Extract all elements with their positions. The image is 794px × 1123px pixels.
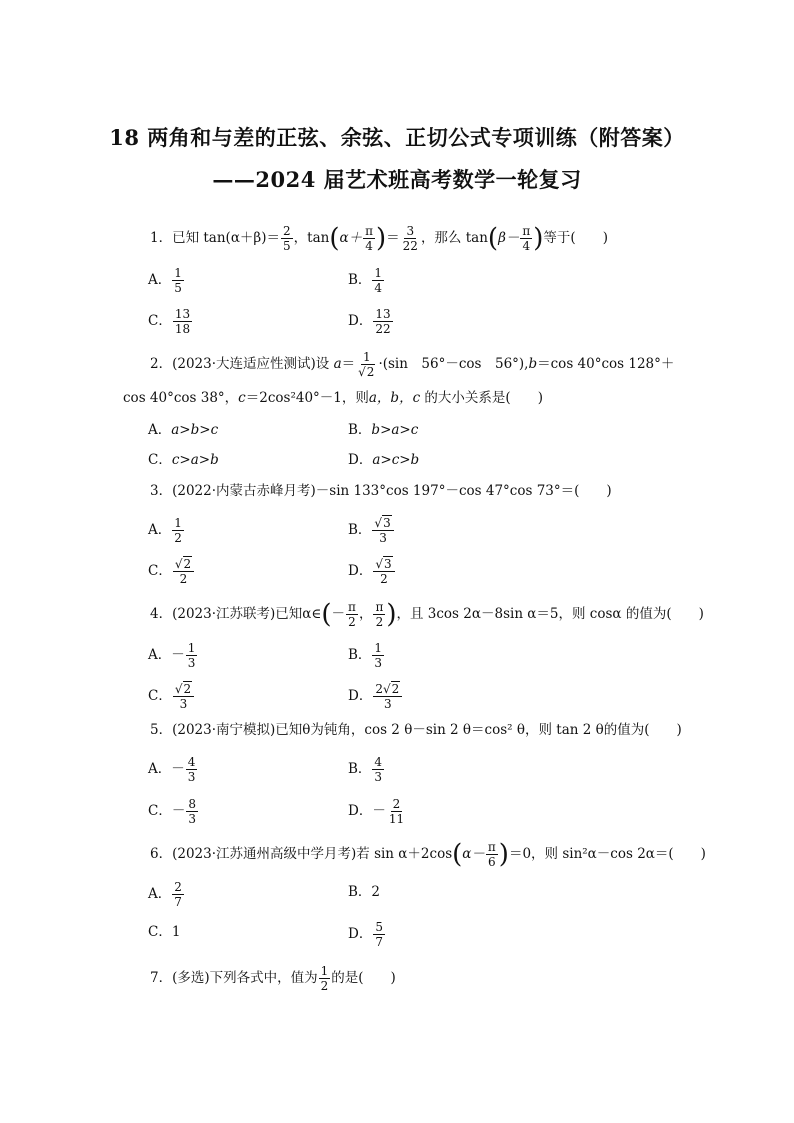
question-4-option-b: B． $\frac{1}{3}$ [348,641,383,670]
question-2-option-a: A．a>b>c [148,422,219,438]
question-3-option-d: D． $\frac{√3}{2}$ [348,557,396,586]
question-1-option-d: D． $\frac{13}{22}$ [348,307,391,336]
question-5-stem: 5．(2023·南宁模拟)已知θ为钝角，cos 2 θ－sin 2 θ＝cos² θ，则 tan 2 θ的值为( ) [150,722,682,738]
question-4-option-d: D． $\frac{2√2}{3}$ [348,682,403,711]
question-3-option-c: C． $\frac{√2}{2}$ [148,557,195,586]
question-1-stem: 1．已知 tan(α＋β)＝ $\frac{2}{5}$ ，tan(α＋ $\frac{\pi}{4}$ )＝ $\frac{3}{22}$ ，那么 tan(β－ $\frac{\pi}{4}$ )等于( ) [150,223,608,254]
question-7-stem: 7．(多选)下列各式中，值为 $\frac{1}{2}$ 的是( ) [150,964,396,993]
question-6-stem: 6．(2023·江苏通州高级中学月考)若 sin α＋2cos(α－ $\frac{\pi}{6}$ )＝0，则 sin²α－cos 2α＝( ) [150,839,706,870]
question-1-option-c: C． $\frac{13}{18}$ [148,307,191,336]
question-1-option-b: B． $\frac{1}{4}$ [348,266,383,295]
fraction: $\frac{2}{5}$ [283,224,291,253]
question-6-option-b: B．2 [348,884,381,900]
document-title: 18 两角和与差的正弦、余弦、正切公式专项训练（附答案） [109,125,685,150]
document-subtitle: ——2024 届艺术班高考数学一轮复习 [212,167,582,192]
question-2-option-d: D．a>c>b [348,452,420,468]
question-2-option-c: C．c>a>b [148,452,219,468]
question-3-option-a: A． $\frac{1}{2}$ [148,516,182,545]
question-5-option-a: A．－ $\frac{4}{3}$ [148,755,196,784]
question-6-option-a: A． $\frac{2}{7}$ [148,880,182,909]
question-6-option-d: D． $\frac{5}{7}$ [348,920,383,949]
question-5-option-b: B． $\frac{4}{3}$ [348,755,383,784]
question-1-option-a: A． $\frac{1}{5}$ [148,266,182,295]
question-2-stem-line2: cos 40°cos 38°，c＝2cos²40°－1，则a，b，c 的大小关系是( ) [123,390,543,406]
question-5-option-c: C．－ $\frac{8}{3}$ [148,797,196,826]
question-4-stem: 4．(2023·江苏联考)已知α∈(－ $\frac{\pi}{2}$ ， $\frac{\pi}{2}$ )，且 3cos 2α－8sin α＝5，则 cosα 的值为( ) [150,599,704,630]
question-6-option-c: C．1 [148,924,181,940]
question-5-option-d: D．－ $\frac{2}{11}$ [348,797,405,826]
question-3-stem: 3．(2022·内蒙古赤峰月考)－sin 133°cos 197°－cos 47°cos 73°＝( ) [150,483,612,499]
question-4-option-a: A．－ $\frac{1}{3}$ [148,641,196,670]
question-4-option-c: C． $\frac{√2}{3}$ [148,682,195,711]
question-2-stem-line1: 2．(2023·大连适应性测试)设 a＝ $\frac{1}{√2}$ ·(sin 56°－cos 56°),b＝cos 40°cos 128°＋ [150,350,675,379]
question-2-option-b: B．b>a>c [348,422,419,438]
question-3-option-b: B． $\frac{√3}{3}$ [348,516,395,545]
